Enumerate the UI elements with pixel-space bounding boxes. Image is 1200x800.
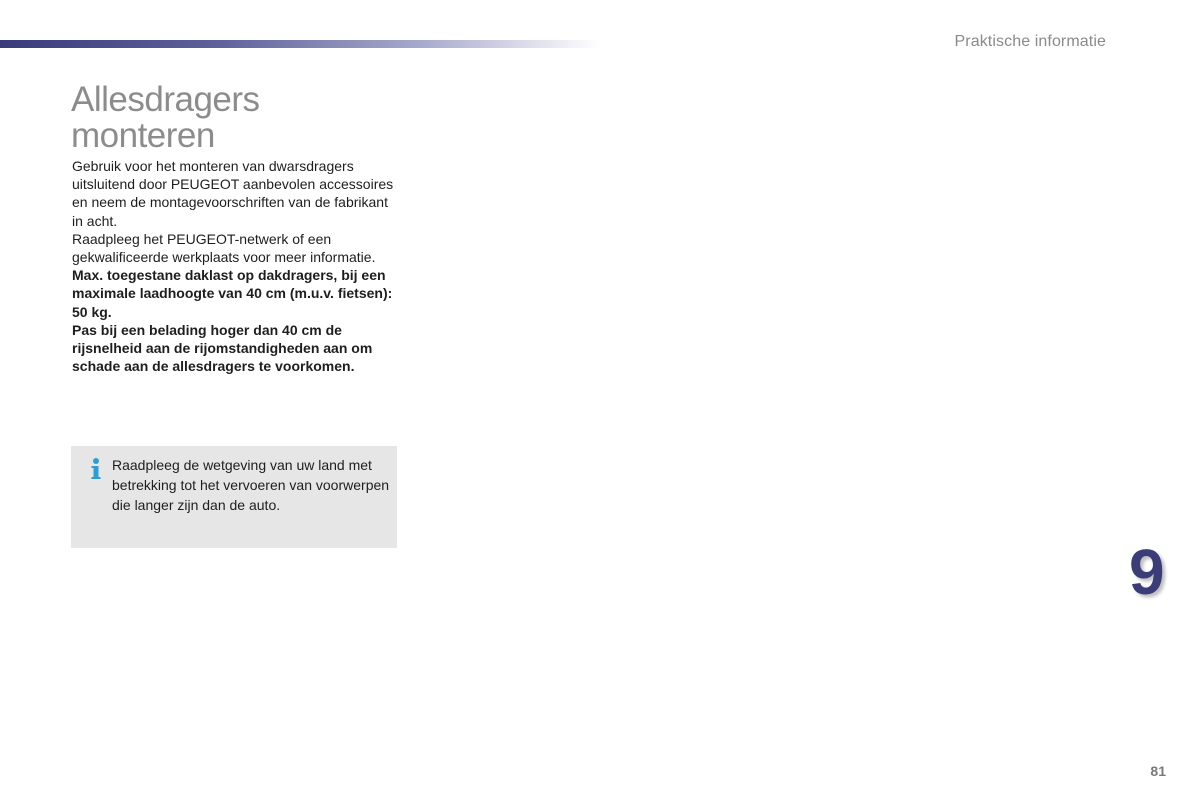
paragraph: Gebruik voor het monteren van dwarsdragers uitsluitend door PEUGEOT aanbevolen accessoires en neem de montagevoorschriften van de fabrikant in acht. [72, 158, 394, 229]
info-note: Raadpleeg de wetgeving van uw land met betrekking tot het vervoeren van voorwerpen die langer zijn dan de auto. [112, 457, 390, 513]
header-gradient-bar [0, 40, 600, 48]
paragraph: Raadpleeg het PEUGEOT-netwerk of een gekwalificeerde werkplaats voor meer informatie. [72, 230, 376, 266]
body-text [72, 157, 402, 375]
bold-paragraph: Pas bij een belading hoger dan 40 cm de rijsnelheid aan de rijomstandigheden aan om schade aan de allesdragers te voorkomen. [72, 321, 373, 375]
page-number: 81 [1150, 763, 1166, 779]
section-title: Praktische informatie [954, 33, 1106, 50]
info-box [71, 446, 397, 548]
bold-paragraph: Max. toegestane daklast op dakdragers, bij een maximale laadhoogte van 40 cm (m.u.v. fietsen): 50 kg. [72, 267, 393, 320]
chapter-number: 9 [1129, 536, 1165, 608]
page-heading: Allesdragers monteren [71, 80, 260, 155]
info-icon [89, 456, 103, 482]
